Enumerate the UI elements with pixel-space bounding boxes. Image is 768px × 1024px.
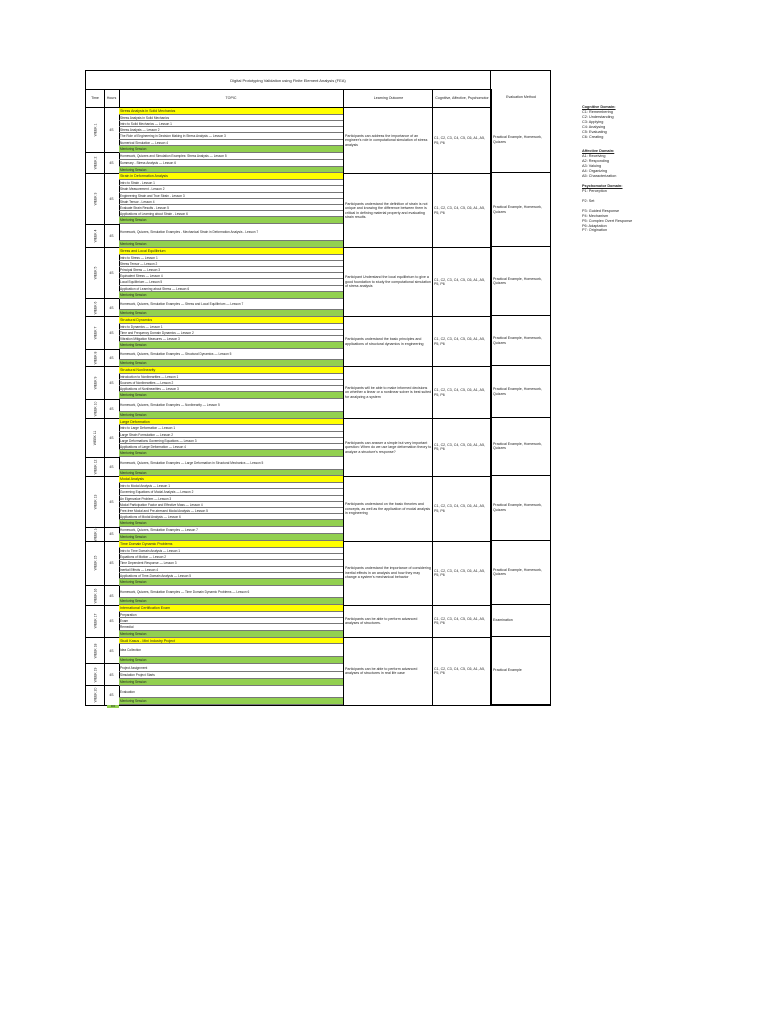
topic-heading: Strain in Deformation Analysis <box>119 173 343 180</box>
topic-row: Engineering Strain and True Strain - Lesson 3 <box>119 193 343 199</box>
week-hours: 4S <box>109 330 114 335</box>
legend-a5: A5: Characterization <box>582 174 617 179</box>
topic-row: Simulation Project Starts <box>119 672 343 679</box>
learning-outcome-cell: Participants can answer a simple but very important question: When do we use large deformation theory to analyze a structure's response? <box>345 440 432 454</box>
topic-row: Stress Analysis — Lesson 2 <box>119 127 343 133</box>
legend-c5: C5: Evaluating <box>582 129 607 134</box>
topic-row: Evaluate Strain Results - Lesson 5 <box>119 205 343 211</box>
mentoring-session-row: Mentoring Session <box>119 579 343 586</box>
topic-row: Homework, Quizzes, Simulation Examples - Mechanical Strain in Deformation Analysis - Lesson 7 <box>119 224 343 241</box>
week-hours: 4S <box>109 648 114 653</box>
week-label-text: WEEK 17 <box>92 613 97 629</box>
topic-row: Equivalent Stress — Lesson 4 <box>119 273 343 279</box>
week-hours: 4S <box>109 196 114 201</box>
evaluation-method-cell: Practical Example, Homework, Quizzes <box>493 336 542 345</box>
topic-heading: Stress and Local Equilibrium <box>119 248 343 255</box>
topic-row: Remedial <box>119 624 343 630</box>
legend-p2: P2: Set <box>582 198 595 203</box>
topic-row: Homework, Quizzes, Simulation Examples — Time Domain Dynamic Problems — Lesson 6 <box>119 586 343 598</box>
topic-row: Application of Learning about Stress — Lesson 6 <box>119 286 343 292</box>
topic-row: An Eigenvalue Problem — Lesson 3 <box>119 496 343 502</box>
mentoring-session-row: Mentoring Session <box>119 241 343 248</box>
week-hours: 4S <box>109 693 114 698</box>
affective-domain-title: Affective Domain: <box>582 149 615 154</box>
topic-row: Applications of Time-Domain Analysis — Lesson 5 <box>119 573 343 579</box>
mentoring-session-row: Mentoring Session <box>119 146 343 153</box>
topic-row: Homework, Quizzes, Simulation Examples — Large Deformation in Structural Mechanics — Lesson 5 <box>119 457 343 469</box>
domain-legend <box>582 105 702 233</box>
week-label <box>86 476 104 527</box>
legend-c1: C1: Remembering <box>582 109 613 114</box>
learning-outcome-cell: Participants understand the importance of considering inertial effects in an analysis and how they may change a system's mechanical behavior <box>345 566 431 580</box>
week-label <box>86 349 104 367</box>
mentoring-session-row: Mentoring Session <box>119 534 343 541</box>
topic-row: Intro to Strain - Lesson 1 <box>119 180 343 186</box>
topic-row: Introduction to Nonlinearities — Lesson 1 <box>119 374 343 380</box>
week-label-text: WEEK 2 <box>92 156 97 170</box>
header-cognitive: Cognitive, Affective, Psychomotor <box>435 95 489 100</box>
cognitive-domain-title: Cognitive Domain: <box>582 105 616 109</box>
evaluation-method-cell: Practical Example, Homework, Quizzes <box>493 205 542 214</box>
week-hours: 4S <box>109 128 114 133</box>
cognitive-domain-cell: C1, C2, C3, C4, C5, C6, A1, A5, P5, P6 <box>434 568 485 578</box>
topic-row: Modal Participation Factor and Effective Mass — Lesson 4 <box>119 502 343 508</box>
week-label <box>86 224 104 247</box>
week-label-text: WEEK 13 <box>92 494 97 510</box>
week-label <box>86 299 104 317</box>
total-hours: 900 <box>107 705 119 708</box>
week-label-text: WEEK 18 <box>92 643 97 658</box>
mentoring-session-row: Mentoring Session <box>119 217 343 224</box>
learning-outcome-cell: Participants understand on the basic theories and concepts, as well as the application of modal analysis in engineering <box>345 502 431 515</box>
topic-heading: Time Domain Dynamic Problems <box>119 541 343 548</box>
topic-heading: Stress Analysis in Solid Mechanics <box>119 108 343 115</box>
topic-row: Equations of Motion — Lesson 2 <box>119 554 343 560</box>
week-label <box>86 457 104 476</box>
week-label <box>86 527 104 541</box>
cognitive-domain-cell: C1, C2, C3, C4, C5, C6, A1, A5, P5, P6 <box>434 504 485 513</box>
mentoring-session-row: Mentoring Session <box>119 450 343 457</box>
topic-row: Vibration Mitigation Measures — Lesson 3 <box>119 336 343 342</box>
week-hours: 4S <box>109 381 114 386</box>
legend-c2: C2: Understanding <box>582 114 614 119</box>
evaluation-method-cell: Practical Example <box>493 668 522 672</box>
legend-a2: A2: Responding <box>582 159 610 164</box>
week-label <box>86 664 104 686</box>
topic-row: Homework, Quizzes, Simulation Examples — Lesson 7 <box>119 527 343 534</box>
legend-c6: C6: Creating <box>582 134 604 139</box>
topic-row: Summary - Stress Analysis — Lesson 6 <box>119 160 343 167</box>
topic-row: Applications of Nonlinearities — Lesson 3 <box>119 386 343 392</box>
topic-row: Idea Collection <box>119 644 343 656</box>
week-hours: 4S <box>109 234 114 239</box>
week-hours: 4S <box>109 355 114 360</box>
mentoring-session-row: Mentoring Session <box>119 342 343 349</box>
evaluation-method-cell: Practical Example, Homework, Quizzes <box>493 135 542 144</box>
topic-row: Homework, Quizzes, Simulation Examples — Nonlinearity — Lesson 5 <box>119 399 343 411</box>
cognitive-domain-cell: C1, C2, C3, C4, C5, C6, A1, A5, P5, P6 <box>434 337 485 346</box>
legend-p4: P4: Mechanism <box>582 213 609 218</box>
week-label <box>86 605 104 637</box>
week-label-text: WEEK 6 <box>92 301 97 315</box>
cognitive-domain-cell: C1, C2, C3, C4, C5, C6, A1, A5, P5, P6 <box>434 277 485 287</box>
topic-row: Applications of Modal Analysis — Lesson 6 <box>119 514 343 520</box>
topic-row: Intro to Stress — Lesson 1 <box>119 255 343 261</box>
topic-row: Sources of Nonlinearities — Lesson 2 <box>119 380 343 386</box>
week-label-text: WEEK 7 <box>92 326 97 340</box>
legend-p3: P3: Guided Response <box>582 208 620 213</box>
syllabus-table <box>85 70 491 706</box>
evaluation-method-cell: Practical Example, Homework, Quizzes <box>493 276 542 286</box>
learning-outcome-cell: Participants can address the importance of an engineer's role in computational simulation of stress analysis <box>345 133 428 147</box>
week-label <box>86 638 104 664</box>
week-label-text: WEEK 10 <box>92 401 97 417</box>
mentoring-session-row: Mentoring Session <box>119 598 343 605</box>
week-label-text: WEEK 19 <box>92 667 97 683</box>
mentoring-session-row: Mentoring Session <box>119 631 343 638</box>
week-label <box>86 686 104 705</box>
week-hours: 4S <box>109 406 114 411</box>
week-hours: 4S <box>109 672 114 677</box>
legend-a3: A3: Valuing <box>582 164 602 169</box>
week-label <box>86 367 104 399</box>
topic-row: Governing Equations of Modal Analysis — Lesson 2 <box>119 489 343 495</box>
week-label <box>86 586 104 605</box>
mentoring-session-row: Mentoring Session <box>119 310 343 317</box>
legend-p7: P7: Origination <box>582 228 608 233</box>
evaluation-method-cell: Practical Example, Homework, Quizzes <box>493 441 542 451</box>
topic-row: Applications of Learning about Strain - Lesson 6 <box>119 211 343 217</box>
cognitive-domain-cell: C1, C2, C3, C4, C5, C6, A1, A5, P5, P6 <box>434 136 485 145</box>
topic-row: Evaluation <box>119 686 343 698</box>
topic-row: Applications of Large Deformation — Lesson 4 <box>119 444 343 450</box>
week-hours: 4S <box>109 161 114 166</box>
cognitive-domain-cell: C1, C2, C3, C4, C5, C6, A1, A5, P5, P6 <box>434 442 485 452</box>
topic-row: Project Assignment <box>119 664 343 672</box>
week-label-text: WEEK 3 <box>92 192 97 206</box>
topic-row: The Role of Engineering in Decision Making in Stress Analysis — Lesson 3 <box>119 133 343 139</box>
week-label <box>86 153 104 174</box>
topic-row: Intro to Solid Mechanics — Lesson 1 <box>119 121 343 127</box>
week-label-text: WEEK 5 <box>92 266 97 280</box>
week-hours: 4S <box>109 532 114 537</box>
learning-outcome-cell: Participants can be able to perform advanced analyses of structures in real life case <box>345 666 418 676</box>
topic-row: Homework, Quizzes and Simulation Examples: Stress Analysis — Lesson 5 <box>119 153 343 160</box>
legend-p5: P5: Complex Overt Response <box>582 218 633 223</box>
evaluation-method-cell: Examination <box>493 618 513 623</box>
week-label-text: WEEK 16 <box>92 588 97 603</box>
week-hours: 4S <box>109 593 114 598</box>
learning-outcome-cell: Participants will be able to make informed decisions on whether a linear or a nonlinear solver is best suited for analyzing a system <box>345 386 432 399</box>
topic-row: Stress Tensor — Lesson 2 <box>119 261 343 267</box>
cognitive-domain-cell: C1, C2, C3, C4, C5, C6, A1, A5, P5, P6 <box>434 616 485 626</box>
learning-outcome-cell: Participant Understand the local equilibrium to give a good foundation to study the computational simulation of stress analysis <box>345 275 431 289</box>
topic-row: Strain Measurement - Lesson 2 <box>119 186 343 192</box>
topic-row: Intro to Large Deformation — Lesson 1 <box>119 425 343 431</box>
mentoring-session-row: Mentoring Session <box>119 679 343 686</box>
mentoring-session-row: Mentoring Session <box>119 520 343 527</box>
week-label-text: WEEK 9 <box>92 376 97 390</box>
week-label <box>86 317 104 349</box>
week-label-text: WEEK 20 <box>92 687 97 703</box>
document-title: Digital Prototyping Validation using Finite Element Analysis (FEA) <box>86 71 490 90</box>
mentoring-session-row: Mentoring Session <box>119 292 343 299</box>
topic-heading: Structural Nonlinearity <box>119 367 343 374</box>
week-hours: 4S <box>109 271 114 276</box>
legend-p1: P1: Perception <box>582 188 607 193</box>
evaluation-divider <box>491 704 551 705</box>
mentoring-session-row: Mentoring Session <box>119 412 343 419</box>
week-label-text: WEEK 14 <box>92 526 97 542</box>
topic-row: Stress Analysis in Solid Mechanics <box>119 115 343 121</box>
topic-row: Free-free Modal and Pre-stressed Modal Analysis — Lesson 5 <box>119 508 343 514</box>
topic-row: Time Dependent Response — Lesson 3 <box>119 560 343 566</box>
week-label-text: WEEK 15 <box>92 556 97 571</box>
topic-heading: International Certification Exam <box>119 605 343 612</box>
topic-heading: Modal Analysis <box>119 476 343 483</box>
topic-row: Strain Tensor - Lesson 4 <box>119 199 343 205</box>
week-label <box>86 419 104 458</box>
topic-row: Large Deformations Governing Equations — Lesson 3 <box>119 438 343 444</box>
cognitive-domain-cell: C1, C2, C3, C4, C5, C6, A1, A5, P5, P6 <box>434 666 485 676</box>
week-label <box>86 248 104 299</box>
legend-a1: A1: Receiving <box>582 154 606 159</box>
week-hours: 4S <box>109 561 114 566</box>
psychomotor-domain-title: Psychomotor Domain: <box>582 183 623 188</box>
topic-heading: Studi Kasus - Mini Industry Project <box>119 638 343 645</box>
legend-c4: C4: Analysing <box>582 124 606 129</box>
legend-a4: A4: Organizing <box>582 169 608 174</box>
header-learning-outcome: Learning Outcome <box>373 95 404 100</box>
mentoring-session-row: Mentoring Session <box>119 657 343 664</box>
topic-row: Intro to Time Domain Analysis — Lesson 1 <box>119 548 343 554</box>
topic-row: Numerical Simulation — Lesson 4 <box>119 140 343 146</box>
week-label <box>86 541 104 586</box>
topic-heading: Structural Dynamics <box>119 317 343 324</box>
outcome-divider <box>343 705 491 706</box>
evaluation-method-cell: Practical Example, Homework, Quizzes <box>493 503 542 512</box>
week-hours: 4S <box>109 499 114 504</box>
week-hours: 4S <box>109 305 114 310</box>
legend-p6: P6: Adaptation <box>582 223 607 228</box>
legend-c3: C3: Applying <box>582 119 604 124</box>
header-hours: Hours <box>106 95 117 100</box>
learning-outcome-cell: Participants understand the basic principles and applications of structural dynamics in engineering <box>345 337 424 346</box>
week-label <box>86 173 104 224</box>
topic-row: Homework, Quizzes, Simulation Examples — Structural Dynamics — Lesson 5 <box>119 349 343 360</box>
topic-row: Homework, Quizzes, Simulation Examples — Stress and Local Equilibrium — Lesson 7 <box>119 299 343 310</box>
mentoring-session-row: Mentoring Session <box>119 167 343 174</box>
week-label-text: WEEK 1 <box>92 123 97 137</box>
mentoring-session-row: Mentoring Session <box>119 392 343 399</box>
mentoring-session-row: Mentoring Session <box>119 360 343 367</box>
topic-row: Local Equilibrium — Lesson 5 <box>119 279 343 285</box>
week-label <box>86 108 104 153</box>
learning-outcome-cell: Participants understand the definition of strain is not unique and knowing the difference between them is critical in defining material property and evaluating strain results. <box>345 201 428 220</box>
topic-row: Intro to Dynamics — Lesson 1 <box>119 324 343 330</box>
topic-row: Large Strain Formulation — Lesson 2 <box>119 432 343 438</box>
week-label-text: WEEK 11 <box>92 430 97 446</box>
topic-row: Intro to Modal Analysis — Lesson 1 <box>119 483 343 489</box>
cognitive-domain-cell: C1, C2, C3, C4, C5, C6, A1, A5, P5, P6 <box>434 206 485 215</box>
mentoring-session-row: Mentoring Session <box>119 470 343 477</box>
header-topic: TOPIC <box>225 95 237 100</box>
week-label <box>86 399 104 418</box>
week-label-text: WEEK 8 <box>92 351 97 365</box>
evaluation-method-cell: Practical Example, Homework, Quizzes <box>493 387 542 396</box>
topic-row: Principal Stress — Lesson 3 <box>119 267 343 273</box>
topic-row: Inertial Effects — Lesson 4 <box>119 567 343 573</box>
cognitive-domain-cell: C1, C2, C3, C4, C5, C6, A1, A5, P5, P6 <box>434 388 485 397</box>
topic-heading: Large Deformation <box>119 419 343 426</box>
mentoring-session-row: Mentoring Session <box>119 698 343 705</box>
week-hours: 4S <box>109 435 114 440</box>
topic-row: Exam <box>119 618 343 624</box>
week-label-text: WEEK 4 <box>92 229 97 243</box>
topic-row: Time and Frequency Domain Dynamics — Lesson 2 <box>119 330 343 336</box>
topic-row: Preparation <box>119 612 343 618</box>
header-evaluation: Evaluation Method <box>506 94 536 99</box>
week-hours: 4S <box>109 619 114 624</box>
learning-outcome-cell: Participants can be able to perform advanced analyses of structures. <box>345 616 418 626</box>
week-label-text: WEEK 12 <box>92 459 97 475</box>
evaluation-method-cell: Practical Example, Homework, Quizzes <box>493 567 542 577</box>
week-hours: 4S <box>109 464 114 469</box>
header-time: Time <box>91 95 99 100</box>
